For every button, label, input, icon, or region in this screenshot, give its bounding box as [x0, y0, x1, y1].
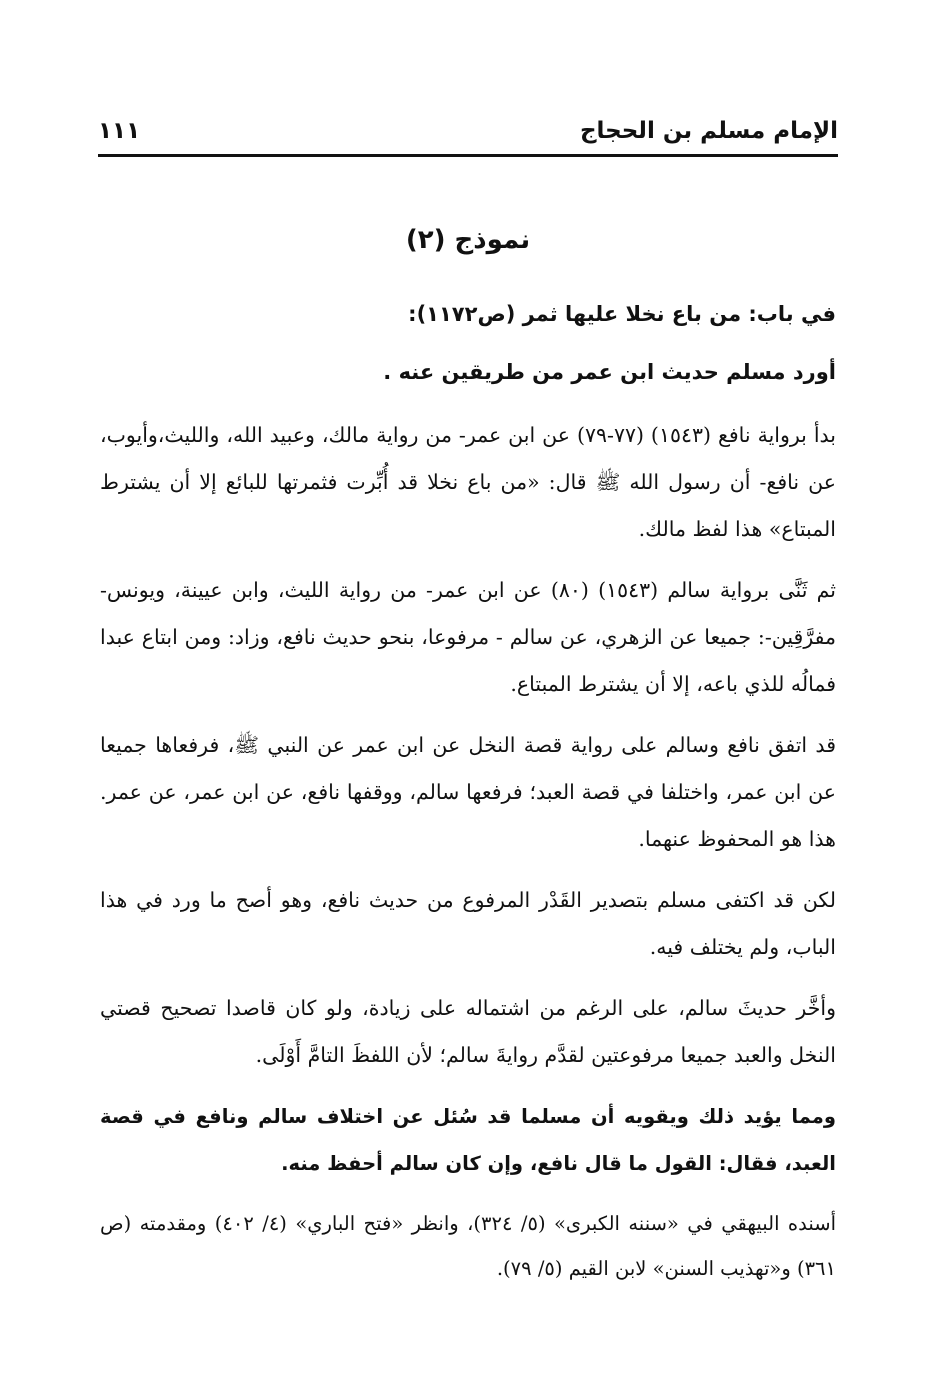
- page-number: ١١١: [98, 118, 141, 144]
- paragraph-sufficiency: لكن قد اكتفى مسلم بتصدير القَدْر المرفوع من حديث نافع، وهو أصح ما ورد في هذا الباب، ولم يختلف فيه.: [100, 888, 836, 959]
- page-body: [100, 222, 836, 1305]
- paragraph-agreement: قد اتفق نافع وسالم على رواية قصة النخل عن ابن عمر عن النبي ﷺ، فرفعاها جميعا عن ابن عمر، واختلفا في قصة العبد؛ فرفعها سالم، ووقفها نافع، عن ابن عمر، عن عمر. هذا هو المحفوظ عنهما.: [100, 733, 836, 851]
- running-header: [98, 108, 838, 157]
- chapter-summary: أورد مسلم حديث ابن عمر من طريقين عنه .: [383, 360, 836, 384]
- paragraph-deferral: وأخَّر حديثَ سالم، على الرغم من اشتماله على زيادة، ولو كان قاصدا تصحيح قصتي النخل والعبد جميعا مرفوعتين لقدَّم روايةَ سالم؛ لأن اللفظَ التامَّ أَوْلَى.: [100, 996, 836, 1067]
- paragraph-nafi-narration: بدأ برواية نافع (١٥٤٣) (٧٧-٧٩) عن ابن عمر- من رواية مالك، وعبيد الله، والليث،وأيوب، عن نافع- أن رسول الله ﷺ قال: «من باع نخلا قد أُبِّرت فثمرتها للبائع إلا أن يشترط المبتاع» هذا لفظ مالك.: [100, 423, 837, 541]
- paragraph-references: أسنده البيهقي في «سننه الكبرى» (٥/ ٣٢٤)، وانظر «فتح الباري» (٤/ ٤٠٢) ومقدمته (ص ٣٦١) و«تهذيب السنن» لابن القيم (٥/ ٧٩).: [100, 1212, 837, 1280]
- header-title: الإمام مسلم بن الحجاج: [579, 118, 838, 144]
- paragraph-salim-narration: ثم ثَنَّى برواية سالم (١٥٤٣) (٨٠) عن ابن عمر- من رواية الليث، وابن عيينة، ويونس-مفرَّقِين-: جميعا عن الزهري، عن سالم - مرفوعا، بنحو حديث نافع، وزاد: ومن ابتاع عبدا فمالُه للذي باعه، إلا أن يشترط المبتاع.: [100, 578, 837, 696]
- paragraph-support: ومما يؤيد ذلك ويقويه أن مسلما قد سُئل عن اختلاف سالم ونافع في قصة العبد، فقال: القول ما قال نافع، وإن كان سالم أحفظ منه.: [100, 1105, 836, 1175]
- chapter-reference: في باب: من باع نخلا عليها ثمر (ص١١٧٢):: [408, 302, 836, 326]
- section-heading: نموذج (٢): [405, 225, 531, 255]
